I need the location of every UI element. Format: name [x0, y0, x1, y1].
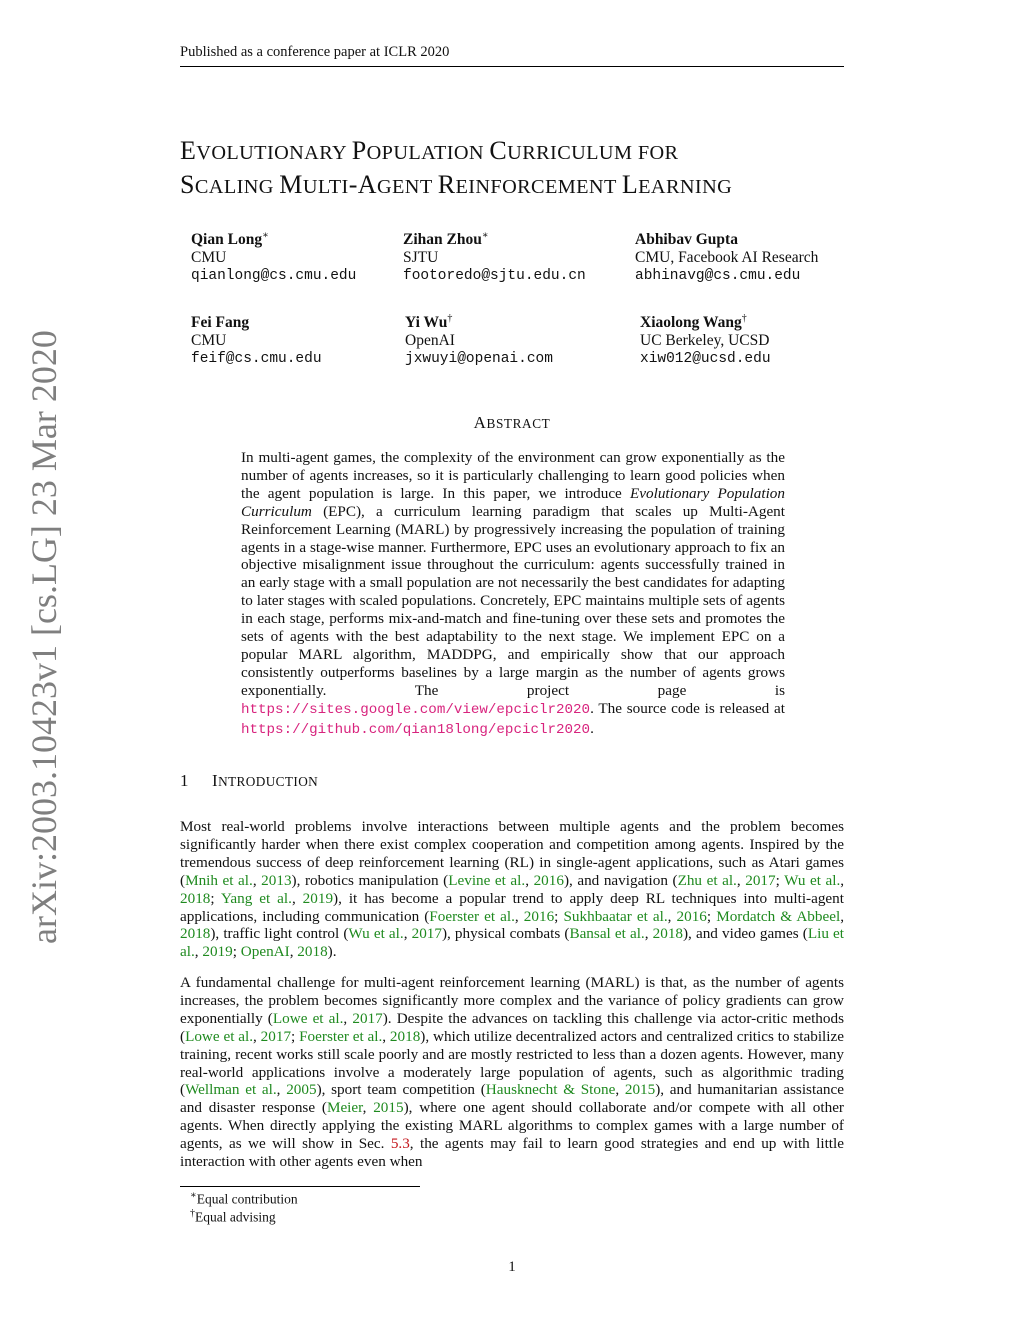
text-run: ;	[232, 943, 241, 961]
text-run: ,	[194, 943, 203, 961]
citation-link[interactable]: Foerster et al.	[429, 907, 515, 925]
citation-link[interactable]: Meier	[326, 1099, 363, 1117]
citation-link[interactable]: 2019	[302, 889, 334, 907]
section-heading: 1 INTRODUCTION	[180, 771, 319, 790]
citation-link[interactable]: OpenAI	[240, 943, 290, 961]
text-run: ;	[291, 1027, 300, 1045]
text-run: ,	[840, 871, 845, 889]
text-run: ,	[736, 871, 746, 889]
citation-link[interactable]: 2016	[533, 871, 564, 889]
page-number: 1	[508, 1259, 516, 1275]
author-block: Xiaolong Wang† UC Berkeley, UCSD xiw012@ucsd.edu	[640, 313, 771, 368]
citation-link[interactable]: 2013	[261, 871, 292, 889]
author-email[interactable]: footoredo@sjtu.edu.cn	[403, 268, 586, 285]
text-run: Most real-world problems involve interactions between multiple agents and the problem becomes significantly harder when there exist complex cooperation and competition among agents. Inspired by the tremendous success of deep reinforcement learning (RL) in single-agent applications, such as Atari games (	[180, 818, 844, 889]
abstract-heading: ABSTRACT	[473, 413, 551, 432]
citation-link[interactable]: Hausknecht & Stone	[485, 1081, 616, 1099]
text-run: ,	[253, 1027, 261, 1045]
citation-link[interactable]: 2017	[411, 925, 442, 943]
citation-link[interactable]: Foerster et al.	[299, 1027, 383, 1045]
text-run: ,	[252, 871, 262, 889]
abstract-body: In multi-agent games, the complexity of the environment can grow exponentially as the number of agents increases, so it is particularly challenging to learn good policies when the agent population is large. In this paper, we introduce Evolutionary Population Curriculum (EPC), a curriculum learning paradigm that scales up Multi-Agent Reinforcement Learning (MARL) by progressively increasing the population of training agents in a stage-wise manner. Furthermore, EPC uses an evolutionary approach to fix an objective misalignment issue throughout the curriculum: agents successfully trained in an early stage with a small population are not necessarily the best candidates for adapting to later stages with scaled populations. Concretely, EPC maintains multiple sets of agents in each stage, performs mix-and-match and fine-tuning over these sets and promotes the sets of agents with the best adaptability to the next stage. We implement EPC on a popular MARL algorithm, MADDPG, and empirically show that our approach consistently outperforms baselines by a large margin as the number of agents grows exponentially. The project page is https://sites.google.com/view/epciclr2020. The source code is released at https://github.com/qian18long/epciclr2020.	[241, 449, 785, 738]
text-run: ,	[840, 907, 844, 925]
text-run: ), and video games (	[683, 925, 808, 943]
intro-paragraph-2	[180, 974, 844, 1171]
text-run: , the agents may fail to learn good strategies and end up with little interaction with other agents even when	[180, 1135, 844, 1171]
text-run: ,	[291, 889, 303, 907]
citation-link[interactable]: 2018	[652, 925, 683, 943]
text-run: ). Despite the advances on tackling this challenge via actor-critic methods (	[180, 1009, 844, 1045]
citation-link[interactable]: Liu et al.	[180, 925, 844, 961]
citation-link[interactable]: 2017	[260, 1027, 292, 1045]
citation-link[interactable]: 2016	[676, 907, 707, 925]
citation-link[interactable]: 2016	[523, 907, 555, 925]
citation-link[interactable]: Bansal et al.	[569, 925, 645, 943]
citation-link[interactable]: 2017	[352, 1009, 383, 1027]
paper-title-line-2: SCALING MULTI-AGENT REINFORCEMENT LEARNING	[180, 170, 733, 199]
text-run: ,	[514, 907, 524, 925]
author-email[interactable]: jxwuyi@openai.com	[405, 351, 553, 368]
intro-paragraph-1	[180, 818, 844, 961]
text-run: ), robotics manipulation (	[291, 871, 449, 889]
citation-link[interactable]: 2019	[202, 943, 233, 961]
text-run: ;	[706, 907, 717, 925]
citation-link[interactable]: Sukhbaatar et al.	[563, 907, 668, 925]
text-run: ;	[210, 889, 221, 907]
paper-title-line-1: EVOLUTIONARY POPULATION CURRICULUM FOR	[180, 136, 679, 165]
arxiv-stamp: arXiv:2003.10423v1 [cs.LG] 23 Mar 2020	[24, 330, 64, 944]
text-run: ), sport team competition (	[316, 1081, 486, 1099]
citation-link[interactable]: Wellman et al.	[185, 1081, 277, 1099]
citation-link[interactable]: Lowe et al.	[185, 1027, 254, 1045]
author-block: Abhibav Gupta CMU, Facebook AI Research abhinavg@cs.cmu.edu	[635, 231, 819, 285]
text-run: ), and humanitarian assistance and disaster response (	[180, 1081, 845, 1117]
abstract-emphasis: Evolutionary Population Curriculum	[241, 484, 785, 520]
citation-link[interactable]: Wu et al.	[348, 925, 404, 943]
citation-link[interactable]: Lowe et al.	[272, 1009, 344, 1027]
text-run: ,	[382, 1027, 390, 1045]
text-run: ).	[327, 943, 337, 961]
citation-link[interactable]: 2017	[745, 871, 776, 889]
text-run: ;	[775, 871, 785, 889]
citation-link[interactable]: 2018	[180, 889, 211, 907]
text-run: ,	[667, 907, 677, 925]
running-header: Published as a conference paper at ICLR 2020	[180, 44, 450, 60]
text-run: ), and navigation (	[563, 871, 678, 889]
citation-link[interactable]: Yang et al.	[220, 889, 292, 907]
citation-link[interactable]: Wu et al.	[784, 871, 841, 889]
citation-link[interactable]: 2018	[297, 943, 328, 961]
citation-link[interactable]: Zhu et al.	[677, 871, 737, 889]
citation-link[interactable]: Levine et al.	[448, 871, 526, 889]
author-email[interactable]: feif@cs.cmu.edu	[191, 351, 322, 368]
text-run: ,	[362, 1099, 374, 1117]
text-run: ), physical combats (	[441, 925, 570, 943]
text-run: ,	[276, 1081, 287, 1099]
citation-link[interactable]: 2015	[624, 1081, 656, 1099]
citation-link[interactable]: 2015	[373, 1099, 404, 1117]
author-block: Zihan Zhou∗ SJTU footoredo@sjtu.edu.cn	[403, 230, 586, 285]
text-run: ,	[525, 871, 534, 889]
project-page-link[interactable]: https://sites.google.com/view/epciclr2020	[241, 701, 591, 718]
text-run: ;	[554, 907, 564, 925]
header-rule	[180, 66, 844, 67]
text-run: ), which utilize decentralized actors and centralized critics to stabilize training, recent works still scale poorly and are mostly restricted to less than a dozen agents. However, many real-world applications involve a moderately large population of agents, such as algorithmic trading (	[180, 1027, 844, 1099]
author-email[interactable]: xiw012@ucsd.edu	[640, 351, 771, 368]
text-run: ,	[403, 925, 412, 943]
citation-link[interactable]: 2018	[389, 1027, 421, 1045]
section-reference-link[interactable]: 5.3	[390, 1135, 410, 1153]
text-run: ), traffic light control (	[210, 925, 349, 943]
author-block: Yi Wu† OpenAI jxwuyi@openai.com	[405, 313, 553, 368]
author-block: Qian Long∗ CMU qianlong@cs.cmu.edu	[191, 230, 357, 285]
footnote-rule	[180, 1186, 420, 1187]
citation-link[interactable]: 2005	[286, 1081, 317, 1099]
source-code-link[interactable]: https://github.com/qian18long/epciclr2020	[241, 721, 591, 738]
text-run: A fundamental challenge for multi-agent reinforcement learning (MARL) is that, as the number of agents increases, the problem becomes significantly more complex and the variance of policy gradients can grow exponentially (	[180, 974, 844, 1027]
author-email[interactable]: abhinavg@cs.cmu.edu	[635, 268, 801, 285]
footnote: ∗Equal contribution	[190, 1190, 298, 1207]
author-email[interactable]: qianlong@cs.cmu.edu	[191, 268, 357, 285]
text-run: ), where one agent should collaborate and/or compete with all other agents. When directly applying the existing MARL algorithms to complex games with a large number of agents, as we will show in Sec.	[180, 1099, 844, 1153]
text-run: ,	[615, 1081, 625, 1099]
text-run: ,	[343, 1009, 353, 1027]
text-run: ,	[289, 943, 298, 961]
text-run: ,	[644, 925, 653, 943]
citation-link[interactable]: Mordatch & Abbeel	[716, 907, 841, 925]
citation-link[interactable]: 2018	[180, 925, 211, 943]
author-block: Fei Fang CMU feif@cs.cmu.edu	[191, 314, 322, 368]
footnote: †Equal advising	[190, 1208, 276, 1225]
text-run: ), it has become a popular trend to apply deep RL techniques into multi-agent applications, including communication (	[180, 889, 844, 925]
citation-link[interactable]: Mnih et al.	[185, 871, 253, 889]
